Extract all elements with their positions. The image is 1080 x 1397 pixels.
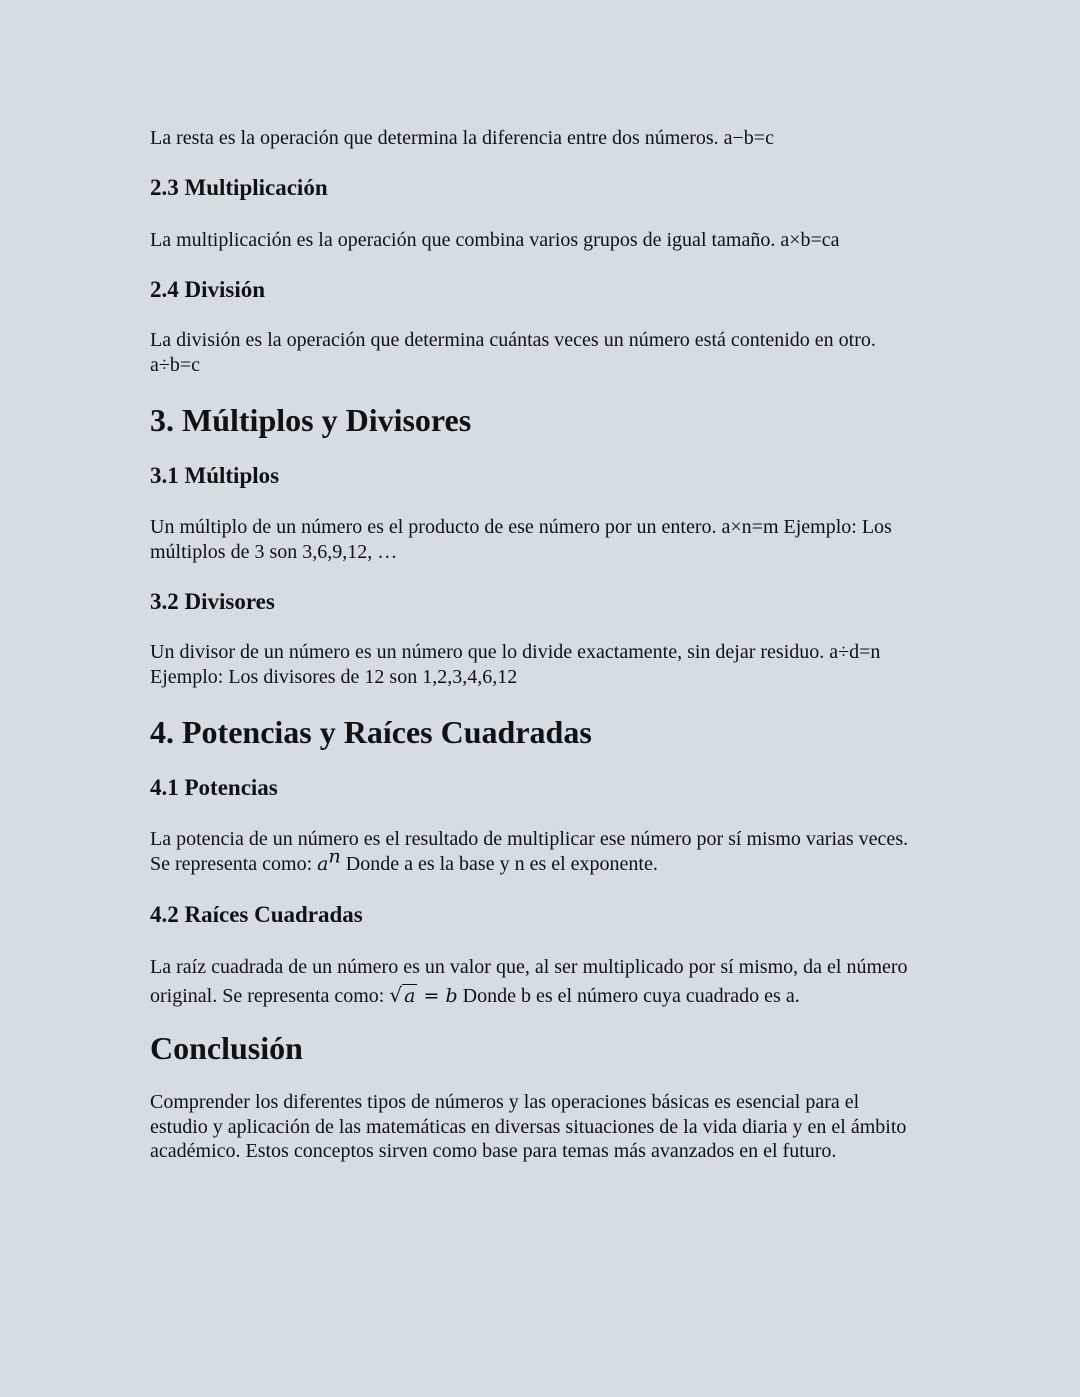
division-paragraph: La división es la operación que determina cuántas veces un número está contenido en otro. a÷b=c	[150, 329, 876, 376]
potencias-text-before: La potencia de un número es el resultado de multiplicar ese número por sí mismo varias veces. Se representa como:	[150, 828, 909, 875]
divisores-heading: 3.2 Divisores	[150, 589, 275, 614]
multiplos-heading: 3.1 Múltiplos	[150, 463, 280, 488]
divisores-paragraph: Un divisor de un número es un número que lo divide exactamente, sin dejar residuo. a÷d=n Ejemplo: Los divisores de 12 son 1,2,3,4,6,12	[150, 641, 881, 688]
square-root-symbol: √	[389, 983, 403, 1007]
potencias-heading: 4.1 Potencias	[150, 775, 278, 800]
division-heading: 2.4 División	[150, 277, 266, 302]
power-exponent: n	[328, 845, 341, 868]
square-root-result: = b	[417, 985, 458, 1007]
section4-heading: 4. Potencias y Raíces Cuadradas	[150, 714, 592, 750]
potencias-paragraph	[150, 827, 910, 877]
multiplos-paragraph: Un múltiplo de un número es el producto de ese número por un entero. a×n=m Ejemplo: Los múltiplos de 3 son 3,6,9,12, …	[150, 516, 892, 563]
power-base: a	[317, 853, 329, 875]
raices-text-after: Donde b es el número cuya cuadrado es a.	[457, 985, 800, 1007]
conclusion-heading: Conclusión	[150, 1030, 303, 1066]
raices-text-before: La raíz cuadrada de un número es un valor que, al ser multiplicado por sí mismo, da el número original. Se representa como:	[150, 956, 908, 1007]
square-root-radicand: a	[404, 985, 416, 1007]
potencias-text-after: Donde a es la base y n es el exponente.	[340, 853, 658, 875]
raices-heading: 4.2 Raíces Cuadradas	[150, 902, 363, 927]
multiplicacion-heading: 2.3 Multiplicación	[150, 175, 328, 200]
section3-heading: 3. Múltiplos y Divisores	[150, 402, 472, 438]
resta-paragraph: La resta es la operación que determina la diferencia entre dos números. a−b=c	[150, 127, 774, 149]
raices-paragraph	[150, 953, 920, 1010]
conclusion-paragraph: Comprender los diferentes tipos de números y las operaciones básicas es esencial para el estudio y aplicación de las matemáticas en diversas situaciones de la vida diaria y en el ámbito académico. Estos conceptos sirven como base para temas más avanzados en el futuro.	[150, 1091, 907, 1162]
multiplicacion-paragraph: La multiplicación es la operación que combina varios grupos de igual tamaño. a×b=ca	[150, 229, 840, 251]
